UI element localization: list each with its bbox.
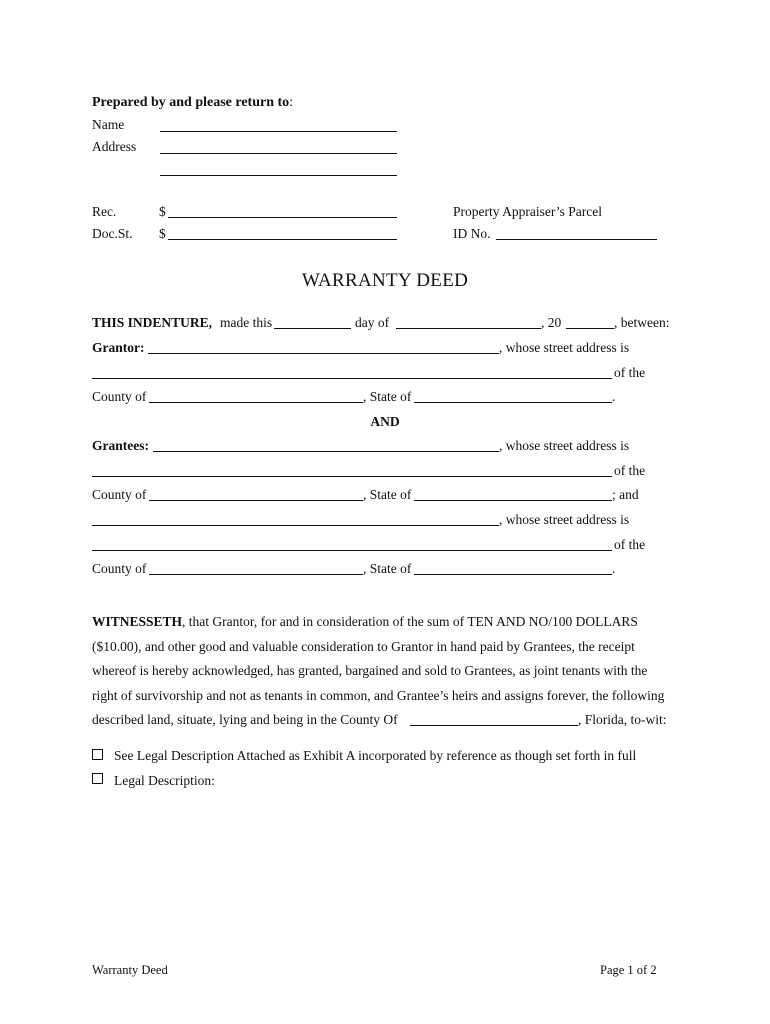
parcel-label-line-2: ID No. (453, 226, 491, 241)
grantees-state-field[interactable] (414, 500, 612, 501)
name-field[interactable] (160, 131, 397, 132)
docst-label: Doc.St. (92, 226, 133, 241)
rec-dollar-sign: $ (159, 204, 166, 219)
made-this-text: made this (220, 315, 273, 330)
exhibit-a-option-label: See Legal Description Attached as Exhibit A incorporated by reference as though set forth in full (114, 748, 637, 763)
witnesseth-line-5-end: , Florida, to-wit: (578, 712, 667, 727)
between-text: , between: (614, 315, 670, 330)
docst-amount-field[interactable] (168, 239, 397, 240)
second-grantee-whose-address-text: , whose street address is (499, 512, 630, 527)
parcel-label-line-1: Property Appraiser’s Parcel (453, 204, 602, 219)
grantees-label: Grantees: (92, 438, 149, 453)
witnesseth-line-2: ($10.00), and other good and valuable consideration to Grantor in hand paid by Grantees, the receipt (92, 639, 635, 654)
second-grantee-county-field[interactable] (149, 574, 363, 575)
second-grantee-state-field[interactable] (414, 574, 612, 575)
month-field[interactable] (396, 328, 541, 329)
and-separator: AND (370, 414, 400, 429)
grantees-of-the-text: of the (614, 463, 646, 478)
exhibit-a-checkbox[interactable] (92, 749, 103, 760)
footer-document-name: Warranty Deed (92, 963, 168, 977)
grantor-name-field[interactable] (148, 353, 499, 354)
parcel-id-field[interactable] (496, 239, 657, 240)
second-grantee-period: . (612, 561, 616, 576)
day-of-text: day of (355, 315, 390, 330)
witnesseth-line-1-text: , that Grantor, for and in consideration of the sum of TEN AND NO/100 DOLLARS (182, 614, 638, 629)
prepared-by-label: Prepared by and please return to (92, 95, 290, 110)
grantor-period: . (612, 389, 616, 404)
second-grantee-county-label: County of (92, 561, 147, 576)
grantor-county-label: County of (92, 389, 147, 404)
second-grantee-name-field[interactable] (92, 525, 499, 526)
address-field-line-1[interactable] (160, 153, 397, 154)
second-grantee-state-label: , State of (363, 561, 412, 576)
year-prefix-text: , 20 (541, 315, 562, 330)
grantees-street-address-field[interactable] (92, 476, 612, 477)
rec-label: Rec. (92, 204, 117, 219)
legal-description-option-label: Legal Description: (114, 773, 215, 788)
grantor-street-address-field[interactable] (92, 378, 612, 379)
witnesseth-line-3: whereof is hereby acknowledged, has granted, bargained and sold to Grantees, as joint tenants with the (92, 663, 648, 678)
grantor-whose-address-text: , whose street address is (499, 340, 630, 355)
grantees-state-label: , State of (363, 487, 412, 502)
witnesseth-line-5-start: described land, situate, lying and being in the County Of (92, 712, 398, 727)
prepared-by-colon: : (289, 95, 294, 110)
grantor-county-field[interactable] (149, 402, 363, 403)
document-title: WARRANTY DEED (301, 270, 469, 291)
address-label: Address (92, 139, 137, 154)
grantor-of-the-text: of the (614, 365, 646, 380)
grantees-and-text: ; and (612, 487, 639, 502)
grantees-county-label: County of (92, 487, 147, 502)
name-label: Name (92, 117, 125, 132)
witnesseth-lead: WITNESSETH (92, 614, 183, 629)
address-field-line-2[interactable] (160, 175, 397, 176)
legal-description-checkbox[interactable] (92, 773, 103, 784)
docst-dollar-sign: $ (159, 226, 166, 241)
rec-amount-field[interactable] (168, 217, 397, 218)
legal-county-field[interactable] (410, 725, 578, 726)
footer-page-number: Page 1 of 2 (600, 963, 657, 977)
witnesseth-line-4: right of survivorship and not as tenants in common, and Grantee’s heirs and assigns forever, the following (92, 688, 665, 703)
indenture-lead: THIS INDENTURE, (92, 315, 213, 330)
prepared-by-heading (92, 96, 293, 110)
witnesseth-line-1 (92, 615, 638, 629)
grantor-label: Grantor: (92, 340, 145, 355)
grantor-state-field[interactable] (414, 402, 612, 403)
grantees-county-field[interactable] (149, 500, 363, 501)
year-field[interactable] (566, 328, 614, 329)
second-grantee-of-the-text: of the (614, 537, 646, 552)
grantees-name-field[interactable] (153, 451, 499, 452)
second-grantee-street-address-field[interactable] (92, 550, 612, 551)
day-field[interactable] (274, 328, 351, 329)
grantees-whose-address-text: , whose street address is (499, 438, 630, 453)
grantor-state-label: , State of (363, 389, 412, 404)
